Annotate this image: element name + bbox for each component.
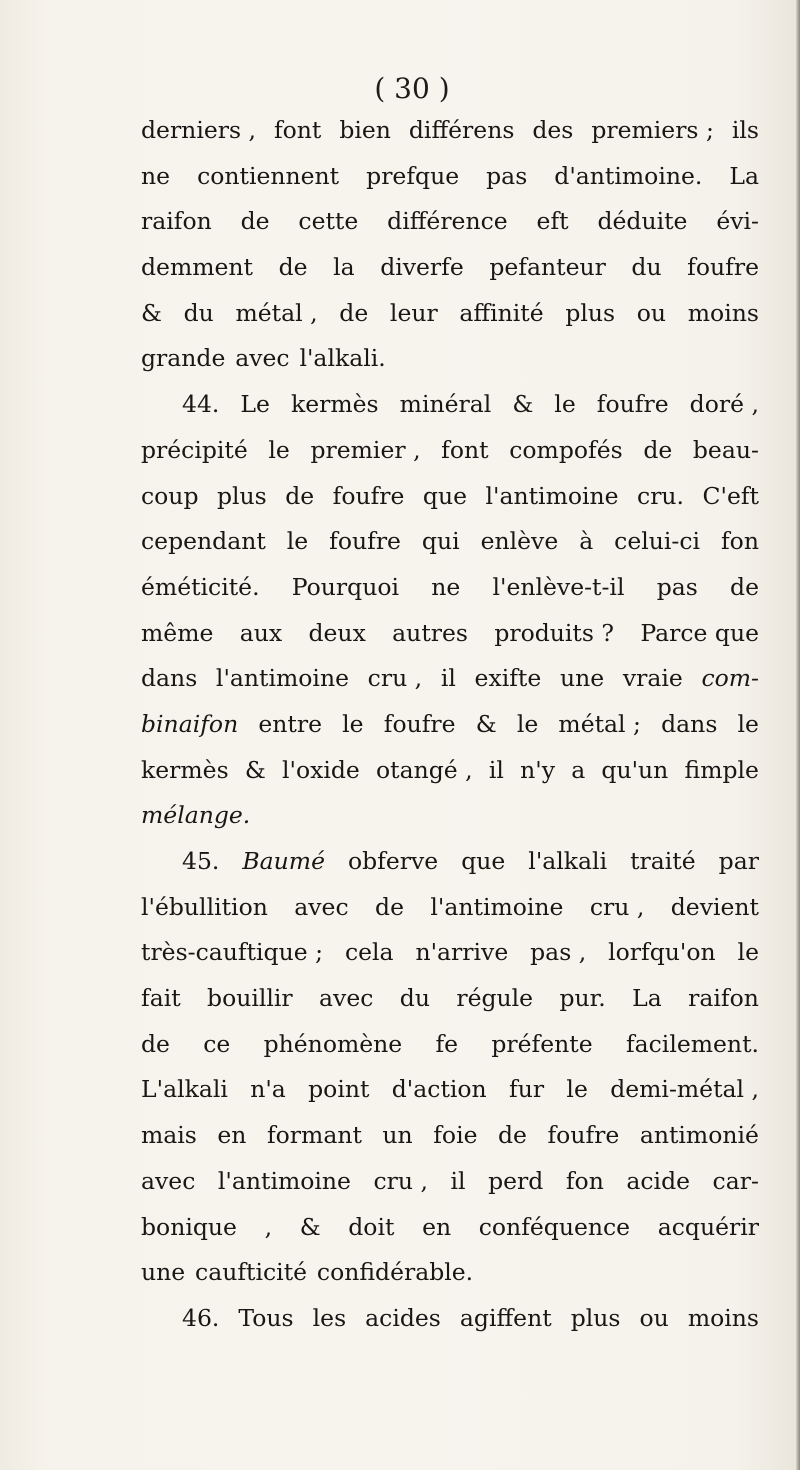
- word: de: [339, 298, 369, 327]
- word: le: [516, 709, 539, 738]
- word: l'enlève-t-il: [492, 572, 625, 601]
- word: a: [571, 755, 586, 784]
- word: Baumé: [242, 847, 325, 875]
- word: l'antimoine: [485, 481, 619, 510]
- word: très-cauftique ;: [141, 938, 324, 967]
- word: demi-métal ,: [610, 1075, 759, 1104]
- word: fe: [435, 1029, 459, 1058]
- word: enlève: [480, 527, 559, 556]
- word: conféquence: [478, 1212, 631, 1241]
- word: aux: [239, 618, 283, 647]
- text-line: [141, 793, 759, 839]
- word: que: [461, 847, 506, 875]
- word: C'eft: [702, 481, 759, 510]
- word: plus: [565, 298, 616, 327]
- word: entre: [258, 709, 322, 738]
- word: minéral: [399, 390, 492, 419]
- word: devient: [670, 892, 759, 921]
- word: l'antimoine: [217, 1166, 351, 1195]
- word: vraie: [622, 664, 683, 693]
- word: autres: [392, 618, 468, 647]
- word: eft: [536, 207, 569, 236]
- word: il: [450, 1166, 466, 1195]
- word: déduite: [597, 207, 688, 236]
- word: avec: [141, 1166, 196, 1195]
- word: kermès: [290, 390, 379, 419]
- word: en: [217, 1121, 247, 1150]
- word: la: [333, 253, 355, 282]
- word: &: [244, 755, 266, 784]
- word: facilement.: [625, 1029, 759, 1058]
- word: fur: [509, 1075, 545, 1104]
- text-line: [141, 930, 759, 976]
- word: n'arrive: [415, 938, 509, 967]
- word: acides: [365, 1303, 441, 1332]
- word: beau-: [692, 435, 759, 464]
- word: foufre: [596, 390, 669, 419]
- word: l'antimoine: [215, 664, 349, 693]
- word: avec: [319, 984, 374, 1013]
- word: de: [240, 207, 270, 236]
- word: le: [554, 390, 576, 419]
- word: l'alkali: [528, 847, 608, 875]
- word: ce: [203, 1029, 231, 1058]
- word: éméticité.: [141, 572, 260, 601]
- word: foufre: [332, 481, 405, 510]
- word: un: [382, 1121, 413, 1150]
- word: en: [422, 1212, 452, 1241]
- page-edge-shadow: [796, 0, 800, 1470]
- word: l'oxide: [281, 755, 360, 784]
- word: phénomène: [263, 1029, 403, 1058]
- word: foufre: [687, 253, 759, 282]
- word: derniers ,: [141, 116, 256, 144]
- word: foufre: [329, 527, 401, 556]
- word: il: [488, 755, 504, 784]
- word: cru ,: [367, 664, 423, 693]
- word: Tous: [238, 1303, 294, 1332]
- word: différens: [408, 116, 515, 144]
- text-line: [141, 976, 759, 1022]
- word: formant: [266, 1121, 362, 1150]
- word: de: [278, 253, 308, 282]
- word: &: [141, 298, 162, 327]
- word: de: [498, 1121, 527, 1150]
- text-line: [141, 839, 759, 885]
- word: confidérable.: [316, 1258, 474, 1287]
- word: régule: [456, 984, 534, 1013]
- word: l'antimoine: [430, 892, 564, 921]
- word: agiffent: [459, 1303, 552, 1332]
- word: binaifon: [141, 709, 239, 738]
- text-line: [141, 1159, 759, 1205]
- word: ils: [731, 116, 759, 144]
- word: qu'un: [601, 755, 669, 784]
- word: acquérir: [657, 1212, 759, 1241]
- text-line: [141, 1296, 759, 1342]
- word: mélange.: [141, 801, 251, 830]
- word: doré ,: [689, 390, 759, 419]
- text-line: [141, 1022, 759, 1068]
- word: cru.: [637, 481, 685, 510]
- word: d'action: [391, 1075, 487, 1104]
- word: caufticité: [195, 1258, 308, 1287]
- word: métal ,: [235, 298, 318, 327]
- word: Parce que: [640, 618, 759, 647]
- word: n'y: [520, 755, 555, 784]
- word: cru ,: [373, 1166, 428, 1195]
- page-number: ( 30 ): [374, 72, 450, 105]
- word: bien: [339, 116, 391, 144]
- word: de: [375, 892, 404, 921]
- text-line: [141, 656, 759, 702]
- word: avec: [235, 344, 290, 373]
- word: produits ?: [494, 618, 615, 647]
- word: le: [737, 938, 759, 967]
- text-line: [141, 702, 759, 748]
- text-line: [141, 199, 759, 245]
- word: pas ,: [530, 938, 587, 967]
- word: foufre: [383, 709, 456, 738]
- word: des: [532, 116, 574, 144]
- text-line: [141, 565, 759, 611]
- word: une: [559, 664, 605, 693]
- word: du: [399, 984, 430, 1013]
- word: otangé ,: [376, 755, 473, 784]
- word: du: [183, 298, 214, 327]
- word: premiers ;: [591, 116, 714, 144]
- word: précipité: [141, 435, 248, 464]
- word: celui-ci: [614, 527, 701, 556]
- word: bouillir: [207, 984, 293, 1013]
- word: de: [285, 481, 315, 510]
- text-line: [141, 336, 759, 382]
- word: font: [441, 435, 489, 464]
- word: &: [299, 1212, 321, 1241]
- word: mais: [141, 1121, 197, 1150]
- word: antimonié: [639, 1121, 759, 1150]
- word: pefanteur: [489, 253, 606, 282]
- text-line: [141, 748, 759, 794]
- word: ,: [264, 1212, 273, 1241]
- word: diverfe: [380, 253, 464, 282]
- word: les: [312, 1303, 347, 1332]
- word: à: [579, 527, 594, 556]
- word: dans: [661, 709, 718, 738]
- word: pur.: [559, 984, 606, 1013]
- word: évi-: [716, 207, 759, 236]
- word: avec: [294, 892, 349, 921]
- word: le: [566, 1075, 588, 1104]
- word: prefque: [366, 161, 460, 190]
- word: foie: [433, 1121, 478, 1150]
- word: L'alkali: [141, 1075, 228, 1104]
- word: perd: [488, 1166, 544, 1195]
- word: com-: [701, 664, 759, 693]
- word: l'ébullition: [141, 892, 268, 921]
- word: de: [141, 1029, 170, 1058]
- text-line: [141, 291, 759, 337]
- text-line: [141, 474, 759, 520]
- word: ne: [431, 572, 461, 601]
- word: acide: [626, 1166, 691, 1195]
- word: dans: [141, 664, 198, 693]
- word: deux: [308, 618, 366, 647]
- word: du: [631, 253, 662, 282]
- word: moins: [687, 1303, 759, 1332]
- word: car-: [712, 1166, 759, 1195]
- word: Le: [240, 390, 270, 419]
- word: fon: [720, 527, 759, 556]
- word: affinité: [459, 298, 544, 327]
- word: demment: [141, 253, 254, 282]
- word: point: [308, 1075, 370, 1104]
- text-line: [141, 1067, 759, 1113]
- word: fimple: [684, 755, 759, 784]
- word: ne: [141, 161, 171, 190]
- word: foufre: [547, 1121, 620, 1150]
- word: il: [440, 664, 456, 693]
- text-line: [141, 1205, 759, 1251]
- word: d'antimoine.: [554, 161, 703, 190]
- word: de: [643, 435, 673, 464]
- word: exifte: [474, 664, 542, 693]
- word: 45.: [182, 847, 220, 875]
- word: préfente: [491, 1029, 593, 1058]
- word: plus: [216, 481, 267, 510]
- word: le: [268, 435, 290, 464]
- text-line: [141, 1113, 759, 1159]
- word: cela: [344, 938, 394, 967]
- word: raifon: [141, 207, 212, 236]
- word: contiennent: [197, 161, 340, 190]
- text-line: [141, 428, 759, 474]
- word: de: [730, 572, 759, 601]
- word: qui: [421, 527, 460, 556]
- word: La: [729, 161, 759, 190]
- word: lorfqu'on: [608, 938, 716, 967]
- word: La: [632, 984, 662, 1013]
- word: que: [422, 481, 468, 510]
- text-line: [141, 245, 759, 291]
- word: pas: [656, 572, 698, 601]
- word: kermès: [141, 755, 229, 784]
- word: le: [737, 709, 759, 738]
- text-line: [141, 611, 759, 657]
- text-line: [141, 108, 759, 154]
- word: même: [141, 618, 214, 647]
- word: raifon: [688, 984, 759, 1013]
- word: cette: [298, 207, 359, 236]
- word: &: [512, 390, 534, 419]
- word: fon: [565, 1166, 604, 1195]
- text-line: [141, 1250, 759, 1296]
- word: le: [286, 527, 309, 556]
- word: par: [718, 847, 759, 875]
- word: obferve: [347, 847, 439, 875]
- word: compofés: [509, 435, 623, 464]
- word: métal ;: [558, 709, 641, 738]
- word: 46.: [182, 1303, 220, 1332]
- word: une: [141, 1258, 186, 1287]
- word: l'alkali.: [299, 344, 386, 373]
- word: Pourquoi: [291, 572, 399, 601]
- word: leur: [389, 298, 438, 327]
- word: &: [475, 709, 497, 738]
- word: bonique: [141, 1212, 237, 1241]
- word: n'a: [250, 1075, 286, 1104]
- text-line: [141, 519, 759, 565]
- word: coup: [141, 481, 199, 510]
- word: fait: [141, 984, 181, 1013]
- body-text: [141, 108, 759, 1342]
- word: moins: [687, 298, 759, 327]
- word: ou: [639, 1303, 669, 1332]
- text-line: [141, 154, 759, 200]
- word: ou: [636, 298, 667, 327]
- word: premier ,: [310, 435, 421, 464]
- word: traité: [630, 847, 696, 875]
- word: le: [342, 709, 364, 738]
- word: 44.: [182, 390, 220, 419]
- text-line: [141, 382, 759, 428]
- word: plus: [570, 1303, 621, 1332]
- word: cependant: [141, 527, 266, 556]
- word: cru ,: [589, 892, 645, 921]
- word: différence: [387, 207, 508, 236]
- word: grande: [141, 344, 226, 373]
- word: doit: [348, 1212, 395, 1241]
- text-line: [141, 885, 759, 931]
- word: pas: [486, 161, 528, 190]
- word: font: [273, 116, 322, 144]
